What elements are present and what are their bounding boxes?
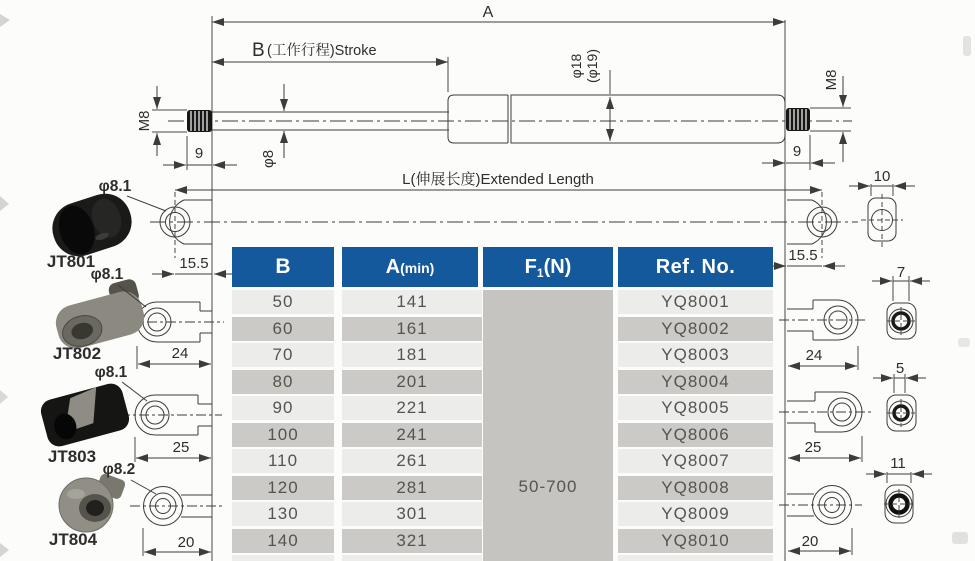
right-bracket-row1	[764, 200, 845, 266]
col-header-a-sub: (min)	[400, 260, 435, 276]
col-header-f-tail: (N)	[543, 256, 572, 278]
right-bracket-row4	[779, 486, 862, 556]
cell-a: 261	[342, 449, 482, 473]
right-bracket-row2	[779, 300, 868, 370]
cell-b	[232, 555, 334, 561]
cell-b: 120	[232, 476, 334, 500]
right-eye-offset-4: 20	[801, 533, 819, 550]
right-nut-row4	[866, 455, 932, 523]
left-bracket-jt804	[130, 487, 224, 557]
dim-b-prefix: B	[252, 40, 265, 61]
spec-table	[232, 247, 773, 561]
cell-ref: YQ8002	[618, 317, 773, 341]
right-nut-row1	[849, 168, 915, 247]
cell-a: 201	[342, 370, 482, 394]
dimension-a	[212, 4, 785, 22]
m8-left-label: M8	[136, 110, 153, 132]
thread-length-left: 9	[194, 145, 204, 162]
col-header-b	[232, 247, 334, 287]
table-row	[232, 423, 773, 447]
cell-ref: YQ8004	[618, 370, 773, 394]
col-header-ref-no	[618, 247, 773, 287]
nut-width-4: 11	[890, 455, 906, 472]
fitting-dia-jt801: φ8.1	[98, 178, 132, 195]
thread-left	[187, 110, 212, 132]
table-row	[232, 449, 773, 473]
cell-ref: YQ8006	[618, 423, 773, 447]
dimension-m8-right	[810, 70, 851, 162]
cell-b: 70	[232, 343, 334, 367]
dimension-9-left	[163, 136, 237, 170]
cell-ref: YQ8008	[618, 476, 773, 500]
cell-b: 130	[232, 502, 334, 526]
cell-a: 281	[342, 476, 482, 500]
dim-b-label: (工作行程)Stroke	[267, 43, 377, 59]
dimension-l-extended	[175, 170, 822, 258]
cell-a: 241	[342, 423, 482, 447]
table-row	[232, 370, 773, 394]
cell-b: 140	[232, 529, 334, 553]
col-header-f1n	[483, 247, 613, 287]
fitting-photo-jt802	[49, 278, 148, 353]
col-header-f-main: F	[524, 256, 537, 278]
cell-a: 141	[342, 290, 482, 314]
fitting-id-jt801: JT801	[46, 252, 96, 271]
right-bracket-row3	[779, 392, 872, 462]
fitting-dia-jt803: φ8.1	[94, 364, 128, 381]
cell-ref: YQ8001	[618, 290, 773, 314]
col-header-f-sub: 1	[536, 266, 544, 280]
cell-ref: YQ8009	[618, 502, 773, 526]
m8-right-label: M8	[823, 69, 840, 91]
cell-ref	[618, 555, 773, 561]
cell-b: 60	[232, 317, 334, 341]
dimension-b-stroke	[212, 40, 448, 92]
left-bracket-jt803	[120, 395, 222, 462]
cell-b: 110	[232, 449, 334, 473]
cell-b: 80	[232, 370, 334, 394]
dimension-9-right	[762, 135, 835, 170]
fitting-photo-jt804	[59, 473, 127, 532]
col-header-ref-label: Ref. No.	[655, 256, 736, 278]
dimension-rod-dia	[260, 84, 284, 168]
fitting-dia-jt802: φ8.1	[90, 266, 124, 283]
right-eye-offset-2: 24	[805, 347, 823, 364]
dim-l-label: L(伸展长度)Extended Length	[402, 171, 594, 188]
left-eye-offset-1: 15.5	[179, 255, 209, 272]
right-eye-offset-3: 25	[804, 439, 822, 456]
cell-ref: YQ8003	[618, 343, 773, 367]
table-row	[232, 343, 773, 367]
cell-a: 161	[342, 317, 482, 341]
left-bracket-jt801	[152, 200, 236, 274]
cell-b: 100	[232, 423, 334, 447]
gas-spring-body	[168, 95, 852, 143]
nut-width-3: 5	[895, 360, 905, 377]
right-nut-row2	[872, 264, 930, 339]
table-row	[232, 396, 773, 420]
left-eye-offset-2: 24	[171, 345, 189, 362]
cell-b: 90	[232, 396, 334, 420]
table-row	[232, 476, 773, 500]
cell-b: 50	[232, 290, 334, 314]
f1-range-value: 50-700	[518, 477, 578, 496]
tube-dia-label: φ18	[568, 53, 584, 79]
thread-right	[786, 108, 810, 131]
fitting-dia-jt804: φ8.2	[102, 461, 136, 478]
fitting-photo-jt803	[38, 381, 132, 449]
cell-ref: YQ8007	[618, 449, 773, 473]
dim-a-label: A	[482, 4, 494, 21]
cell-a: 321	[342, 529, 482, 553]
left-eye-offset-4: 20	[177, 534, 195, 551]
right-eye-offset-1: 15.5	[788, 247, 818, 264]
table-row-partial	[232, 555, 773, 561]
cell-ref: YQ8010	[618, 529, 773, 553]
left-eye-offset-3: 25	[172, 439, 190, 456]
table-row	[232, 317, 773, 341]
cell-a	[342, 555, 482, 561]
fitting-id-jt804: JT804	[48, 530, 98, 549]
col-header-b-label: B	[275, 255, 291, 278]
col-header-a-main: A	[385, 256, 401, 278]
cell-a: 221	[342, 396, 482, 420]
fitting-id-jt803: JT803	[47, 447, 97, 466]
right-nut-row3	[873, 360, 926, 431]
col-header-a-min	[342, 247, 478, 287]
cell-a: 181	[342, 343, 482, 367]
thread-length-right: 9	[792, 143, 802, 160]
tube-dia-alt-label: (φ19)	[584, 49, 600, 83]
nut-width-2: 7	[896, 264, 906, 281]
cell-a: 301	[342, 502, 482, 526]
rod-dia-label: φ8	[260, 149, 277, 169]
table-row	[232, 529, 773, 553]
nut-width-1: 10	[873, 168, 891, 185]
table-row	[232, 502, 773, 526]
cell-ref: YQ8005	[618, 396, 773, 420]
table-row	[232, 290, 773, 314]
fitting-id-jt802: JT802	[52, 344, 102, 363]
